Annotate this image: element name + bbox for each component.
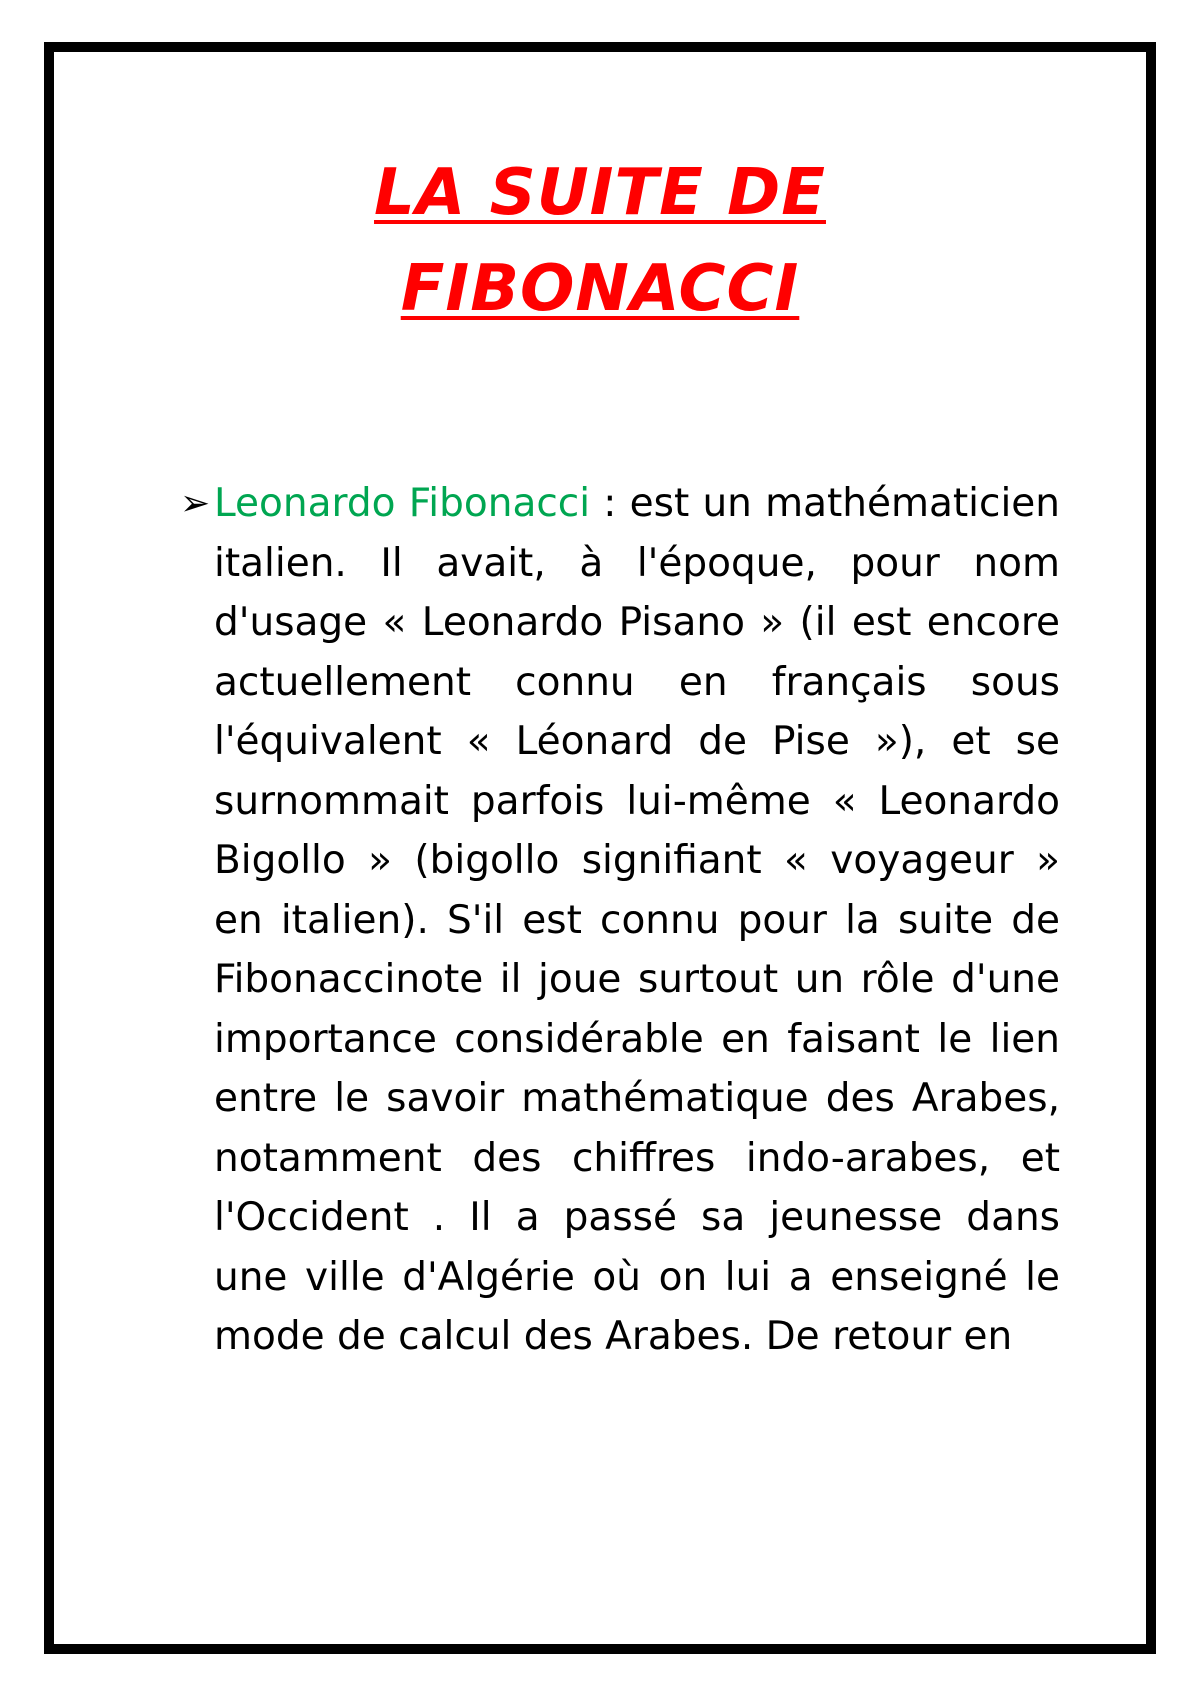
title-line-2: FIBONACCI (400, 252, 800, 326)
document-title (0, 145, 1200, 337)
arrow-bullet-icon: ➢ (180, 483, 211, 524)
person-name: Leonardo Fibonacci (214, 481, 591, 526)
bullet-item (180, 474, 1060, 1367)
paragraph-text: : est un mathématicien italien. Il avait, à l'époque, pour nom d'usage « Leonardo Pisano » (il est encore actuellement connu en français sous l'équivalent « Léonard de Pise »), et se surnommait parfois lui-même « Leonardo Bigollo » (bigollo signifiant « voyageur » en italien). S'il est connu pour la suite de Fibonaccinote il joue surtout un rôle d'une importance considérable en faisant le lien entre le savoir mathématique des Arabes, notamment des chiffres indo-arabes, et l'Occident . Il a passé sa jeunesse dans une ville d'Algérie où on lui a enseigné le mode de calcul des Arabes. De retour en (214, 481, 1060, 1359)
title-line-1: LA SUITE DE (374, 156, 826, 230)
body-paragraph (214, 474, 1060, 1367)
